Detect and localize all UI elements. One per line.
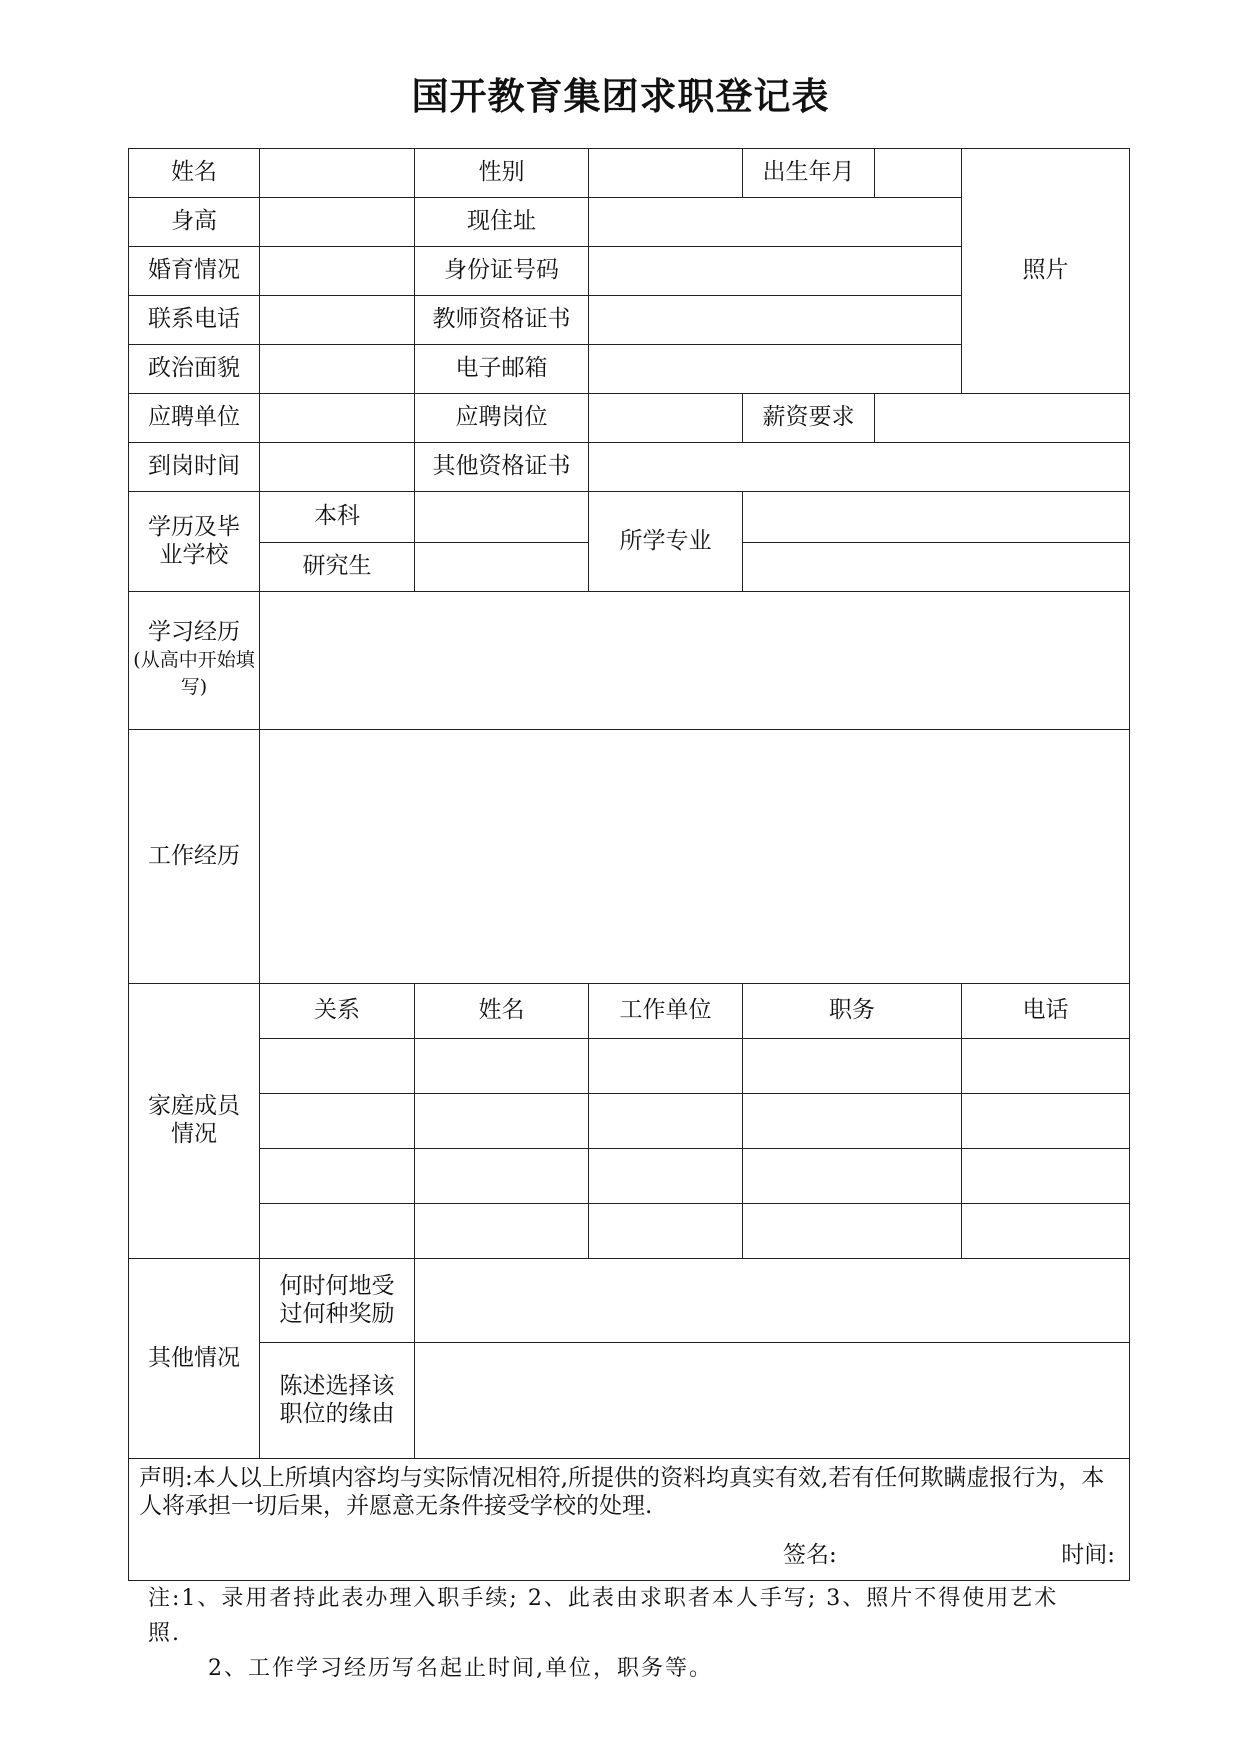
family-label-line2: 情况 [171, 1121, 217, 1147]
family-cell[interactable] [589, 1094, 743, 1149]
teacher-cert-field[interactable] [589, 296, 962, 345]
family-header-workplace: 工作单位 [589, 984, 743, 1039]
time-label: 时间: [1061, 1542, 1115, 1569]
gender-label: 性别 [415, 149, 589, 198]
family-cell[interactable] [743, 1039, 962, 1094]
family-label-line1: 家庭成员 [148, 1093, 240, 1120]
height-field[interactable] [260, 198, 415, 247]
teacher-cert-label: 教师资格证书 [415, 296, 589, 345]
bachelor-major-field[interactable] [743, 492, 1130, 543]
registration-form-table [128, 148, 1130, 1581]
marriage-label: 婚育情况 [129, 247, 260, 296]
reason-label-line1: 陈述选择该 [279, 1372, 395, 1399]
family-cell[interactable] [743, 1149, 962, 1204]
family-cell[interactable] [962, 1094, 1130, 1149]
family-cell[interactable] [589, 1039, 743, 1094]
bachelor-label: 本科 [260, 492, 415, 543]
apply-unit-field[interactable] [260, 394, 415, 443]
awards-label-line1: 何时何地受 [279, 1272, 395, 1299]
family-cell[interactable] [962, 1204, 1130, 1259]
other-cert-label: 其他资格证书 [415, 443, 589, 492]
apply-post-label: 应聘岗位 [415, 394, 589, 443]
id-number-label: 身份证号码 [415, 247, 589, 296]
arrival-time-field[interactable] [260, 443, 415, 492]
other-cert-field[interactable] [589, 443, 1130, 492]
note-line-1-cont: 照. [148, 1621, 181, 1646]
apply-post-field[interactable] [589, 394, 743, 443]
signature-label: 签名: [783, 1542, 837, 1569]
reason-field[interactable] [415, 1343, 1130, 1459]
family-header-relation: 关系 [260, 984, 415, 1039]
study-history-note-line1: (从高中开始填 [133, 648, 255, 671]
major-label: 所学专业 [589, 492, 743, 592]
family-cell[interactable] [415, 1204, 589, 1259]
graduate-major-field[interactable] [743, 543, 1130, 592]
family-header-phone: 电话 [962, 984, 1130, 1039]
photo-box[interactable]: 照片 [962, 149, 1130, 394]
email-label: 电子邮箱 [415, 345, 589, 394]
education-label [129, 492, 260, 592]
awards-label [260, 1259, 415, 1343]
gender-field[interactable] [589, 149, 743, 198]
email-field[interactable] [589, 345, 962, 394]
id-number-field[interactable] [589, 247, 962, 296]
politics-label: 政治面貌 [129, 345, 260, 394]
marriage-field[interactable] [260, 247, 415, 296]
height-label: 身高 [129, 198, 260, 247]
bachelor-school-field[interactable] [415, 492, 589, 543]
family-cell[interactable] [962, 1149, 1130, 1204]
note-line-1: 注:1、录用者持此表办理入职手续; 2、此表由求职者本人手写; 3、照片不得使用艺术 [148, 1586, 1059, 1611]
birth-field[interactable] [875, 149, 962, 198]
reason-label [260, 1343, 415, 1459]
study-history-field[interactable] [260, 592, 1130, 730]
awards-field[interactable] [415, 1259, 1130, 1343]
address-field[interactable] [589, 198, 962, 247]
study-history-note-line2: 写) [180, 676, 208, 699]
family-cell[interactable] [743, 1094, 962, 1149]
family-cell[interactable] [260, 1149, 415, 1204]
family-header-position: 职务 [743, 984, 962, 1039]
family-cell[interactable] [415, 1094, 589, 1149]
family-label [129, 984, 260, 1259]
awards-label-line2: 过何种奖励 [279, 1300, 395, 1327]
family-header-name: 姓名 [415, 984, 589, 1039]
address-label: 现住址 [415, 198, 589, 247]
education-label-line1: 学历及毕 [148, 513, 240, 540]
name-field[interactable] [260, 149, 415, 198]
phone-field[interactable] [260, 296, 415, 345]
arrival-time-label: 到岗时间 [129, 443, 260, 492]
family-cell[interactable] [260, 1204, 415, 1259]
family-cell[interactable] [962, 1039, 1130, 1094]
name-label: 姓名 [129, 149, 260, 198]
reason-label-line2: 职位的缘由 [279, 1400, 395, 1427]
family-cell[interactable] [589, 1204, 743, 1259]
graduate-label: 研究生 [260, 543, 415, 592]
phone-label: 联系电话 [129, 296, 260, 345]
page-title: 国开教育集团求职登记表 [411, 75, 830, 118]
study-history-title: 学习经历 [148, 619, 240, 646]
family-cell[interactable] [415, 1039, 589, 1094]
family-cell[interactable] [260, 1039, 415, 1094]
declaration-box [129, 1459, 1130, 1581]
other-info-label: 其他情况 [129, 1259, 260, 1459]
family-cell[interactable] [743, 1204, 962, 1259]
salary-field[interactable] [875, 394, 1130, 443]
education-label-line2: 业学校 [159, 541, 229, 568]
work-history-field[interactable] [260, 730, 1130, 984]
birth-label: 出生年月 [743, 149, 875, 198]
family-cell[interactable] [589, 1149, 743, 1204]
work-history-label: 工作经历 [129, 730, 260, 984]
politics-field[interactable] [260, 345, 415, 394]
note-line-2: 2、工作学习经历写名起止时间,单位，职务等。 [208, 1656, 713, 1681]
study-history-label [129, 592, 260, 730]
declaration-text: 声明:本人以上所填内容均与实际情况相符,所提供的资料均真实有效,若有任何欺瞒虚报行为，本人将承担一切后果，并愿意无条件接受学校的处理. [139, 1465, 1105, 1519]
salary-label: 薪资要求 [743, 394, 875, 443]
apply-unit-label: 应聘单位 [129, 394, 260, 443]
family-cell[interactable] [415, 1149, 589, 1204]
family-cell[interactable] [260, 1094, 415, 1149]
graduate-school-field[interactable] [415, 543, 589, 592]
